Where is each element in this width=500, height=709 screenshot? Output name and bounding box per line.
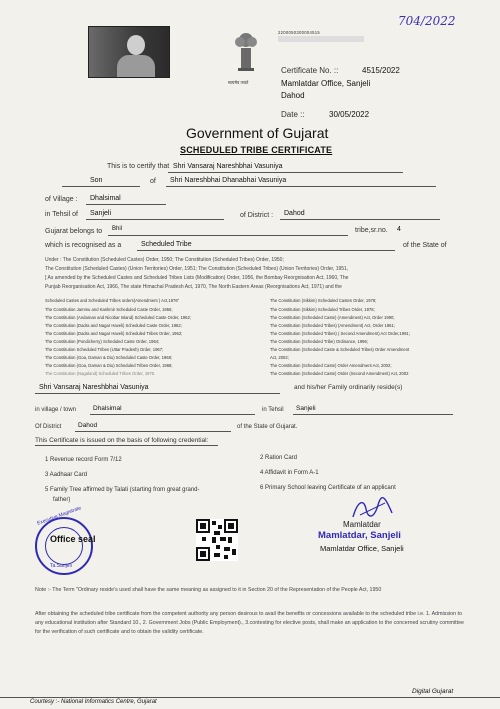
order-left-4: The Constitution (Dadra and Nagar Haveli) Scheduled Caste Order, 1962; — [45, 323, 182, 328]
state-label: of the State of — [403, 242, 447, 249]
certify-label: This is to certify that — [107, 163, 170, 170]
order-right-10: The Constitution (Scheduled Caste) Order (Second Amendment) Act, 2002 — [270, 371, 409, 376]
order-left-3: The Constitution (Andaman and Nicobar Island) Scheduled Caste Order, 1962; — [45, 315, 191, 320]
instruction-text: After obtaining the scheduled tribe certificate from the competent authority any person desirous to avail the benefits or concessions available to the scheduled tribe i.e. 1. Admission to any educational institution after Standard 10., 2. Government Jobs (Public Employment)., 3.contesting for elective posts, shall make an application to the concerned scrutiny committee for the verification of such certificate and to obtain the validity certificate. — [35, 611, 464, 635]
res-district-label: Of District — [35, 424, 62, 430]
order-right-1: The Constitution (Sikkim) Scheduled Castes Order, 1978; — [270, 298, 377, 303]
order-left-7: The Constitution Scheduled Tribes (Uttar Pradesh) Order, 1967; — [45, 347, 164, 352]
under-line-1: Under : The Constitution (Scheduled Castes) Order, 1950; The Constitution (Scheduled Tribes) Order, 1950; — [45, 257, 284, 263]
order-left-2: The Constitution Jammu and Kashmir Scheduled Caste Order, 1956; — [45, 307, 173, 312]
seal-ring-bottom: Ta.Sanjeli — [50, 563, 72, 569]
relation: Son — [90, 177, 103, 184]
qr-code-icon — [196, 519, 238, 561]
order-left-5: The Constitution (Dadra and Nagar Haveli) Scheduled Tribes Order, 1962; — [45, 331, 183, 336]
order-right-3: The Constitution (Scheduled Caste) (Amendment) Act, Order 1990; — [270, 315, 395, 320]
government-title: Government of Gujarat — [186, 125, 329, 141]
certificate-no: 4515/2022 — [362, 66, 400, 75]
office-seal-label: Office seal — [50, 534, 96, 544]
resident-name: Shri Vansaraj Nareshbhai Vasuniya — [39, 384, 149, 391]
certificate-no-label: Certificate No. :: — [281, 66, 339, 75]
signatory-office: Mamlatdar Office, Sanjeli — [320, 544, 404, 553]
credential-5b: father) — [53, 497, 71, 503]
res-state-text: of the State of Gujarat. — [237, 424, 298, 430]
order-right-2: The Constitution (Sikkim) Scheduled Tribes Order, 1978; — [270, 307, 375, 312]
res-tehsil-value: Sanjeli — [296, 405, 316, 412]
footer-courtesy: Courtesy :- National Informatics Centre, Gujarat — [30, 699, 157, 705]
order-right-6: The Constitution (Scheduled Tribe) Ordinance, 1996; — [270, 339, 368, 344]
under-line-2: The Constitution (Scheduled Castes) (Union Territories) Order, 1951; The Constitution (Scheduled Tribes) (Union Territories) Order, 1951, — [45, 266, 349, 272]
of-label: of — [150, 178, 156, 185]
res-village-value: Dhalsimal — [93, 405, 122, 412]
national-emblem-icon — [232, 28, 260, 78]
belongs-label: Gujarat belongs to — [45, 228, 103, 235]
credential-text: This Certificate is issued on the basis of following credential: — [35, 437, 209, 444]
credential-1: 1 Revenue record Form 7/12 — [45, 457, 122, 463]
order-left-8: The Constitution (Goa, Daman & Diu) Scheduled Caste Order, 1968; — [45, 355, 173, 360]
order-right-7: The Constitution (Scheduled Caste & Scheduled Tribes) Order Amendment — [270, 347, 410, 352]
village-label: of Village : — [45, 196, 78, 203]
credential-5: 5 Family Tree affirmed by Talati (starting from great grand- — [45, 487, 200, 493]
order-right-4: The Constitution (Scheduled Tribes) (Amendment) Act, Order 1961; — [270, 323, 395, 328]
family-text: and his/her Family ordinarily reside(s) — [294, 384, 403, 391]
order-right-5: The Constitution (Scheduled Tribes) ( Second Amendment) Act Order,1991; — [270, 331, 410, 336]
district-value: Dahod — [284, 210, 305, 217]
order-right-9: The Constitution (Scheduled Caste) Order Amendment Act, 2002; — [270, 363, 392, 368]
res-village-label: in village / town — [35, 407, 77, 413]
applicant-photo — [88, 26, 170, 78]
certificate-title: SCHEDULED TRIBE CERTIFICATE — [180, 145, 333, 155]
under-line-4: Punjab Reorganisation Act, 1966, The state Himachal Pradesh Act, 1970, The North Eastern Areas (Reorgnisations Act, 1971) and the — [45, 284, 342, 290]
credential-6: 6 Primary School leaving Certificate of an applicant — [260, 485, 396, 491]
issuer-line1: Mamlatdar Office, Sanjeli — [281, 79, 371, 88]
district-label: of District : — [240, 212, 274, 219]
village-value: Dhalsimal — [90, 195, 121, 202]
handwritten-note: 704/2022 — [398, 14, 456, 28]
date-label: Date :: — [281, 110, 305, 119]
tribe-sr-label: tribe,sr.no. — [355, 227, 388, 234]
res-tehsil-label: in Tehsil — [262, 407, 284, 413]
under-line-3: [ As amended by the Scheduled Castes and Scheduled Tribes Lists (Modification) Order, 1956, the Bombay Reorgnisation Act, 1960, The — [45, 275, 349, 281]
note-text: Note :- The Term "Ordinary reside's used shall have the same meaning as assigned to it in Section 20 of the Representation of the People Act, 1950 — [35, 587, 382, 593]
order-left-6: The Constitution (Pondicherry) Scheduled Caste Order, 1964; — [45, 339, 160, 344]
emblem-caption: सत्यमेव जयते — [228, 80, 249, 85]
tehsil-label: in Tehsil of — [45, 211, 78, 218]
credential-3: 3 Aadhaar Card — [45, 472, 88, 478]
tehsil-value: Sanjeli — [90, 210, 112, 217]
seal-ring-top: Executive Magistrate — [36, 505, 83, 527]
order-left-10: The Constitution (Nagaland) Scheduled Tribes Order, 1970. — [45, 371, 156, 376]
credential-2: 2 Ration Card — [260, 455, 298, 461]
footer-digital: Digital Gujarat — [412, 688, 454, 695]
holder-name: Shri Vansaraj Nareshbhai Vasuniya — [173, 163, 283, 170]
signature-icon — [350, 495, 395, 523]
father-name: Shri Nareshbhai Dhanabhai Vasuniya — [170, 177, 287, 184]
recognised-label: which is recognised as a — [45, 242, 122, 249]
recognised-value: Scheduled Tribe — [141, 241, 192, 248]
credential-4: 4 Affidavit in Form A-1 — [260, 470, 319, 476]
order-right-8: Act, 2002; — [270, 355, 289, 360]
res-district-value: Dahod — [78, 422, 98, 429]
tribe-sr-no: 4 — [397, 226, 401, 233]
tribe-value: Bhil — [112, 226, 123, 232]
date-value: 30/05/2022 — [329, 110, 370, 119]
order-left-1: Scheduled Castes and Scheduled Tribes orders(Amendment ) Act,1976" — [45, 298, 180, 303]
barcode-text: 2200050300004515 — [278, 30, 321, 35]
barcode-icon — [278, 36, 364, 42]
order-left-9: The Constitution (Goa, Daman & Diu) Scheduled Tribes Order, 1968; — [45, 363, 173, 368]
issuer-line2: Dahod — [281, 91, 305, 100]
signatory-stamp: Mamlatdar, Sanjeli — [318, 530, 401, 541]
signatory-title: Mamlatdar — [343, 520, 381, 529]
